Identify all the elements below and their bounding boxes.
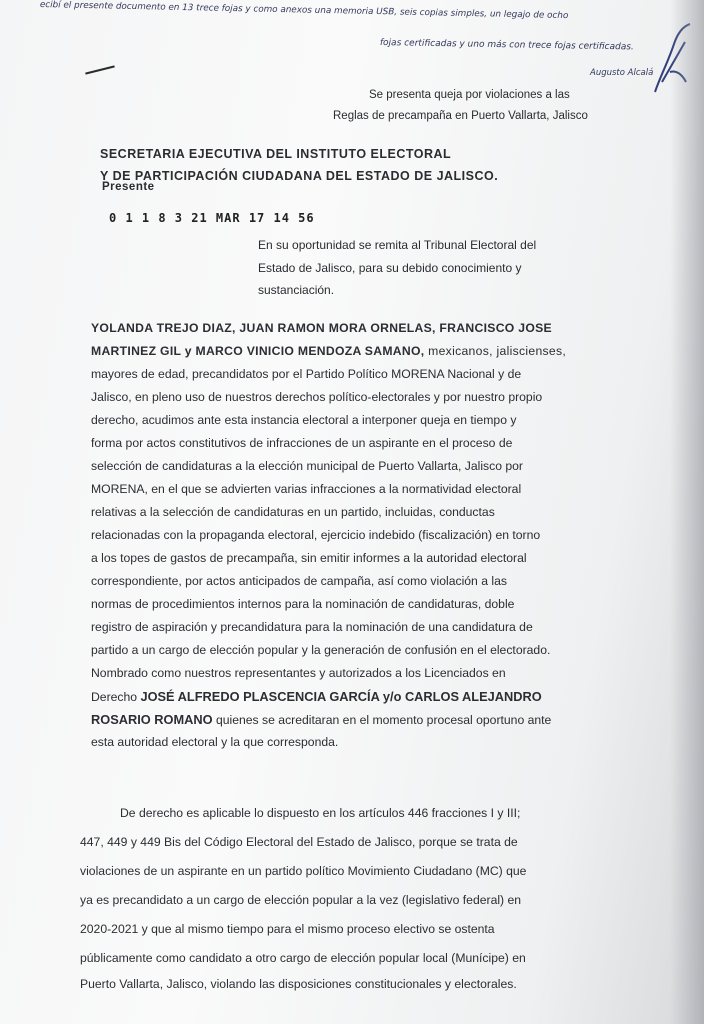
addressee-line-2: Y DE PARTICIPACIÓN CIUDADANA DEL ESTADO DE JALISCO.	[100, 169, 499, 183]
p1-line-8: relativas a la selección de candidaturas en un partido, incluidas, conductas	[91, 505, 495, 519]
p1-line-4: derecho, acudimos ante esta instancia electoral a interponer queja en tiempo y	[91, 413, 517, 427]
p2-line-4: 2020-2021 y que al mismo tiempo para el mismo proceso electivo se ostenta	[80, 922, 495, 936]
page-edge-shadow	[670, 0, 704, 1024]
p1-line-16: Derecho JOSÉ ALFREDO PLASCENCIA GARCÍA y/o CARLOS ALEJANDRO	[91, 689, 542, 704]
p1-line-14: partido a un cargo de elección popular y la generación de confusión en el electorado.	[91, 643, 551, 657]
p1-line-6: selección de candidaturas a la elección municipal de Puerto Vallarta, Jalisco por	[91, 459, 523, 473]
p1-line-13: registro de aspiración y precandidatura para la nominación de una candidatura de	[91, 620, 533, 634]
note-line-3: sustanciación.	[258, 283, 335, 297]
p1-line-0: YOLANDA TREJO DIAZ, JUAN RAMON MORA ORNELAS, FRANCISCO JOSE	[91, 321, 552, 335]
note-line-1: En su oportunidad se remita al Tribunal Electoral del	[258, 238, 537, 252]
receipt-signature: Augusto Alcalá	[590, 68, 654, 78]
p2-line-6: Puerto Vallarta, Jalisco, violando las disposiciones constitucionales y electorales.	[80, 977, 517, 991]
p1-line-7: MORENA, en el que se advierten varias infracciones a la normatividad electoral	[91, 482, 522, 496]
p1-line-10: a los topes de gastos de precampaña, sin emitir informes a la autoridad electoral	[91, 551, 527, 565]
p1-line-2: mayores de edad, precandidatos por el Partido Político MORENA Nacional y de	[91, 367, 522, 381]
reception-stamp: 0 1 1 8 3 21 MAR 17 14 56	[109, 211, 315, 225]
p2-line-2: violaciones de un aspirante en un partido político Movimiento Ciudadano (MC) que	[80, 864, 527, 878]
p1-line-18: esta autoridad electoral y la que corresponda.	[91, 735, 339, 749]
note-line-2: Estado de Jalisco, para su debido conocimiento y	[258, 261, 522, 275]
p1-line-1: MARTINEZ GIL y MARCO VINICIO MENDOZA SAMANO, mexicanos, jaliscienses,	[91, 344, 567, 358]
p2-line-0: De derecho es aplicable lo dispuesto en los artículos 446 fracciones I y III;	[120, 806, 521, 820]
addressee-presente: Presente	[102, 181, 155, 193]
subject-line-2: Reglas de precampaña en Puerto Vallarta, Jalisco	[333, 110, 588, 122]
margin-mark	[85, 65, 115, 74]
p1-line-5: forma por actos constitutivos de infracciones de un aspirante en el proceso de	[91, 436, 513, 450]
receipt-note-line2: fojas certificadas y uno más con trece fojas certificadas.	[379, 38, 634, 53]
p1-line-3: Jalisco, en pleno uso de nuestros derechos político-electorales y por nuestro propio	[91, 390, 543, 404]
p1-line-12: normas de procedimientos internos para la nominación de candidaturas, doble	[91, 597, 515, 611]
p2-line-3: ya es precandidato a un cargo de elección popular a la vez (legislativo federal) en	[80, 893, 522, 907]
addressee-line-1: SECRETARIA EJECUTIVA DEL INSTITUTO ELECTORAL	[100, 147, 452, 161]
p1-line-17: ROSARIO ROMANO quienes se acreditaran en el momento procesal oportuno ante	[91, 712, 552, 727]
p2-line-5: públicamente como candidato a otro cargo de elección popular local (Munícipe) en	[80, 951, 526, 965]
p1-line-11: correspondiente, por actos anticipados de campaña, así como violación a las	[91, 574, 507, 588]
subject-line-1: Se presenta queja por violaciones a las	[369, 89, 570, 101]
p1-line-15: Nombrado como nuestros representantes y autorizados a los Licenciados en	[91, 666, 506, 680]
receipt-note-line1: ecibí el presente documento en 13 trece fojas y como anexos una memoria USB, seis copias simples, un legajo de ocho	[39, 0, 569, 22]
p1-line-9: relacionadas con la propaganda electoral, ejercicio indebido (fiscalización) en torno	[91, 528, 541, 542]
p2-line-1: 447, 449 y 449 Bis del Código Electoral del Estado de Jalisco, porque se trata de	[80, 835, 518, 849]
